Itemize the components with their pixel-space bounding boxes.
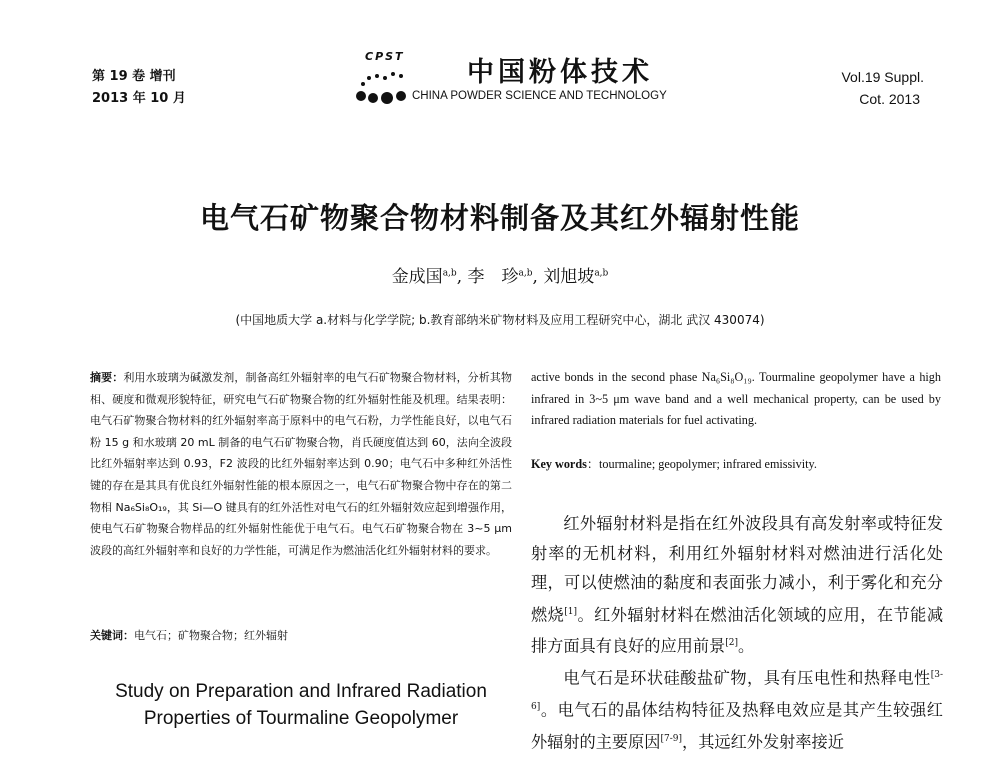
paragraph [531,509,943,661]
affiliation: (中国地质大学 a.材料与化学学院; b.教育部纳米矿物材料及应用工程研究中心，湖北 武汉 430074) [235,313,765,327]
volume-cn: 第 19 卷 增刊 [92,69,176,84]
author-affil-mark: a,b [518,268,533,279]
paragraph [531,661,943,757]
abstract-en: active bonds in the second phase Na₆Si₈O₁₉. Tourmaline geopolymer have a high infrared in 3~5 μm wave band and a well mechanical property, can be used by infrared radiation materials for fuel activating. [531,370,941,428]
citation: [7-9] [660,734,683,745]
author-affil-mark: a,b [594,268,609,279]
author-name: 刘旭坡 [543,267,595,287]
abstract-label: 摘要： [90,371,124,384]
author-list: 金成国$^{a,b}$, 李 珍$^{a,b}$, 刘旭坡$^{a,b}$ [391,267,609,287]
journal-issue-en [841,66,924,110]
english-title: Study on Preparation and Infrared Radiation Properties of Tourmaline Geopolymer [115,681,487,729]
abstract-text: 利用水玻璃为碱激发剂，制备高红外辐射率的电气石矿物聚合物材料，分析其物相、硬度和微观形貌特征，研究电气石矿物聚合物的红外辐射性能及机理。结果表明：电气石矿物聚合物材料的红外辐射率高于原料中的电气石粉，力学性能良好，以电气石粉 15 g 和水玻璃 20 mL 制备的电气石矿物聚合物，肖氏硬度值达到 60，法向全波段比红外辐射率达到 0.93，F2 波段的比红外辐射率达到 0.90；电气石中多种红外活性键的存在是其具有优良红外辐射性能的根本原因之一，电气石矿物聚合物中存在的第二物相 Na₆Si₈O₁₉，其 Si—O 键具有的红外活性对电气石的红外辐射效应起到增强作用，使电气石矿物聚合物样品的红外辐射性能优于电气石。电气石矿物聚合物在 3~5 μm 波段的高红外辐射率和良好的力学性能，可满足作为燃油活化红外辐射材料的要求。 [90,371,513,557]
paragraph-text: 。 [738,636,755,656]
paragraph-text: ，其远红外发射率接近 [682,732,844,752]
paper-title: 电气石矿物聚合物材料制备及其红外辐射性能 [199,201,800,235]
journal-name-cn: 中国粉体技术 [467,57,653,88]
keywords-en-label: Key words [531,457,587,471]
keywords-en [531,455,941,472]
date-cn: 2013 年 10 月 [92,91,186,106]
keywords-en-text: ：tourmaline; geopolymer; infrared emissivity. [586,457,817,471]
citation: [1] [564,606,578,617]
citation: [3-6] [531,670,943,713]
journal-logo [355,46,695,110]
journal-name-en: CHINA POWDER SCIENCE AND TECHNOLOGY [412,90,667,102]
paragraph-text: 电气石是环状硅酸盐矿物，具有压电性和热释电性 [563,668,931,688]
keywords-label: 关键词： [90,629,134,642]
volume-en: Vol.19 Suppl. [841,69,924,85]
logo-mark-icon [355,50,411,104]
body-text [531,509,943,757]
paragraph-text: 。电气石的晶体结构特征及热释电效应是其产生较强红外辐射的主要原因 [531,700,943,752]
keywords-cn [90,627,512,643]
author-name: 金成国 [391,267,443,287]
abstract-cn [90,367,512,561]
paragraph-text: 红外辐射材料是指在红外波段具有高发射率或特征发射率的无机材料，利用红外辐射材料对燃油进行活化处理，可以使燃油的黏度和表面张力减小，利于雾化和充分燃烧 [531,514,943,624]
keywords-text: 电气石；矿物聚合物；红外辐射 [134,629,288,642]
journal-issue-cn [92,66,186,110]
citation: [2] [725,638,738,649]
date-en: Cot. 2013 [859,91,920,107]
author-affil-mark: a,b [442,268,457,279]
logo-mark-text: CPST [365,50,405,63]
paragraph-text: 。红外辐射材料在燃油活化领域的应用，在节能减排方面具有良好的应用前景 [531,604,944,656]
author-name: 李 珍 [467,267,519,287]
